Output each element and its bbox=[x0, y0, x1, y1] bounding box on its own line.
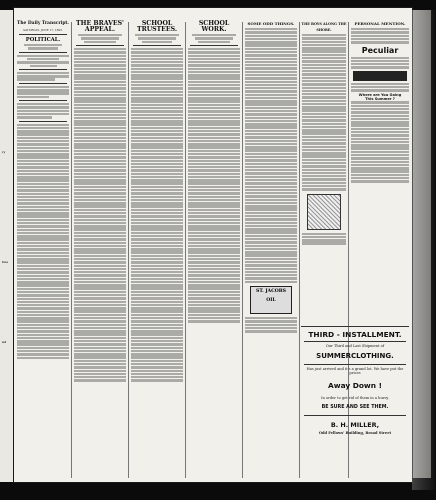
fragment-text: ties bbox=[2, 260, 9, 264]
ad-line: In order to get rid of them in a hurry. bbox=[321, 396, 389, 400]
dark-banner-ad bbox=[353, 71, 407, 81]
column-2 bbox=[73, 20, 127, 484]
column-heading: POLITICAL. bbox=[25, 37, 61, 43]
fragment-text: ry bbox=[2, 150, 6, 154]
ad-title: ST. JACOBS OIL bbox=[256, 289, 286, 304]
where-going-ad: Where are You Going bbox=[358, 92, 402, 97]
column-heading: SOME ODD THINGS. bbox=[247, 21, 295, 26]
be-sure-headline: BE SURE AND SEE THEM. bbox=[321, 405, 389, 410]
masthead-title: The Daily Transcript. bbox=[17, 21, 69, 26]
column-heading: THE BRAVES' APPEAL. bbox=[76, 20, 124, 33]
peculiar-ad: Peculiar bbox=[361, 45, 399, 55]
illustration bbox=[307, 194, 341, 230]
summer-clothing-headline: SUMMERCLOTHING. bbox=[316, 352, 394, 360]
adjacent-page-strip bbox=[0, 10, 15, 482]
masthead-dateline: SATURDAY, JUNE 17, 1893. bbox=[23, 28, 63, 32]
newspaper-page bbox=[14, 8, 412, 482]
merchant-name: B. H. MILLER, bbox=[330, 421, 380, 429]
column-heading: SCHOOL TRUSTEES. bbox=[136, 20, 178, 33]
divider bbox=[19, 34, 67, 35]
column-heading: THE BOYS ALONG THE SHORE. bbox=[301, 22, 347, 32]
third-installment-headline: THIRD - INSTALLMENT. bbox=[308, 330, 402, 339]
column-5 bbox=[244, 20, 298, 484]
column-1 bbox=[16, 20, 70, 484]
column-3 bbox=[130, 20, 184, 484]
clothing-ad bbox=[301, 326, 409, 479]
column-7 bbox=[350, 20, 410, 320]
st-jacobs-oil-ad bbox=[250, 286, 292, 314]
column-4 bbox=[187, 20, 241, 484]
away-down-headline: Away Down ! bbox=[328, 381, 382, 390]
ad-line: Our Third and Last Shipment of bbox=[325, 344, 385, 348]
fragment-text: nd bbox=[2, 340, 7, 344]
this-summer-ad: This Summer ? bbox=[365, 96, 395, 101]
column-heading: SCHOOL WORK. bbox=[198, 20, 230, 33]
ad-line: Has just arrived and it's a grand lot. We have put the prices bbox=[306, 367, 404, 375]
merchant-address: Odd Fellows' Building, Broad Street bbox=[318, 431, 392, 435]
column-heading: PERSONAL MENTION. bbox=[354, 21, 406, 26]
shadow bbox=[412, 10, 436, 490]
